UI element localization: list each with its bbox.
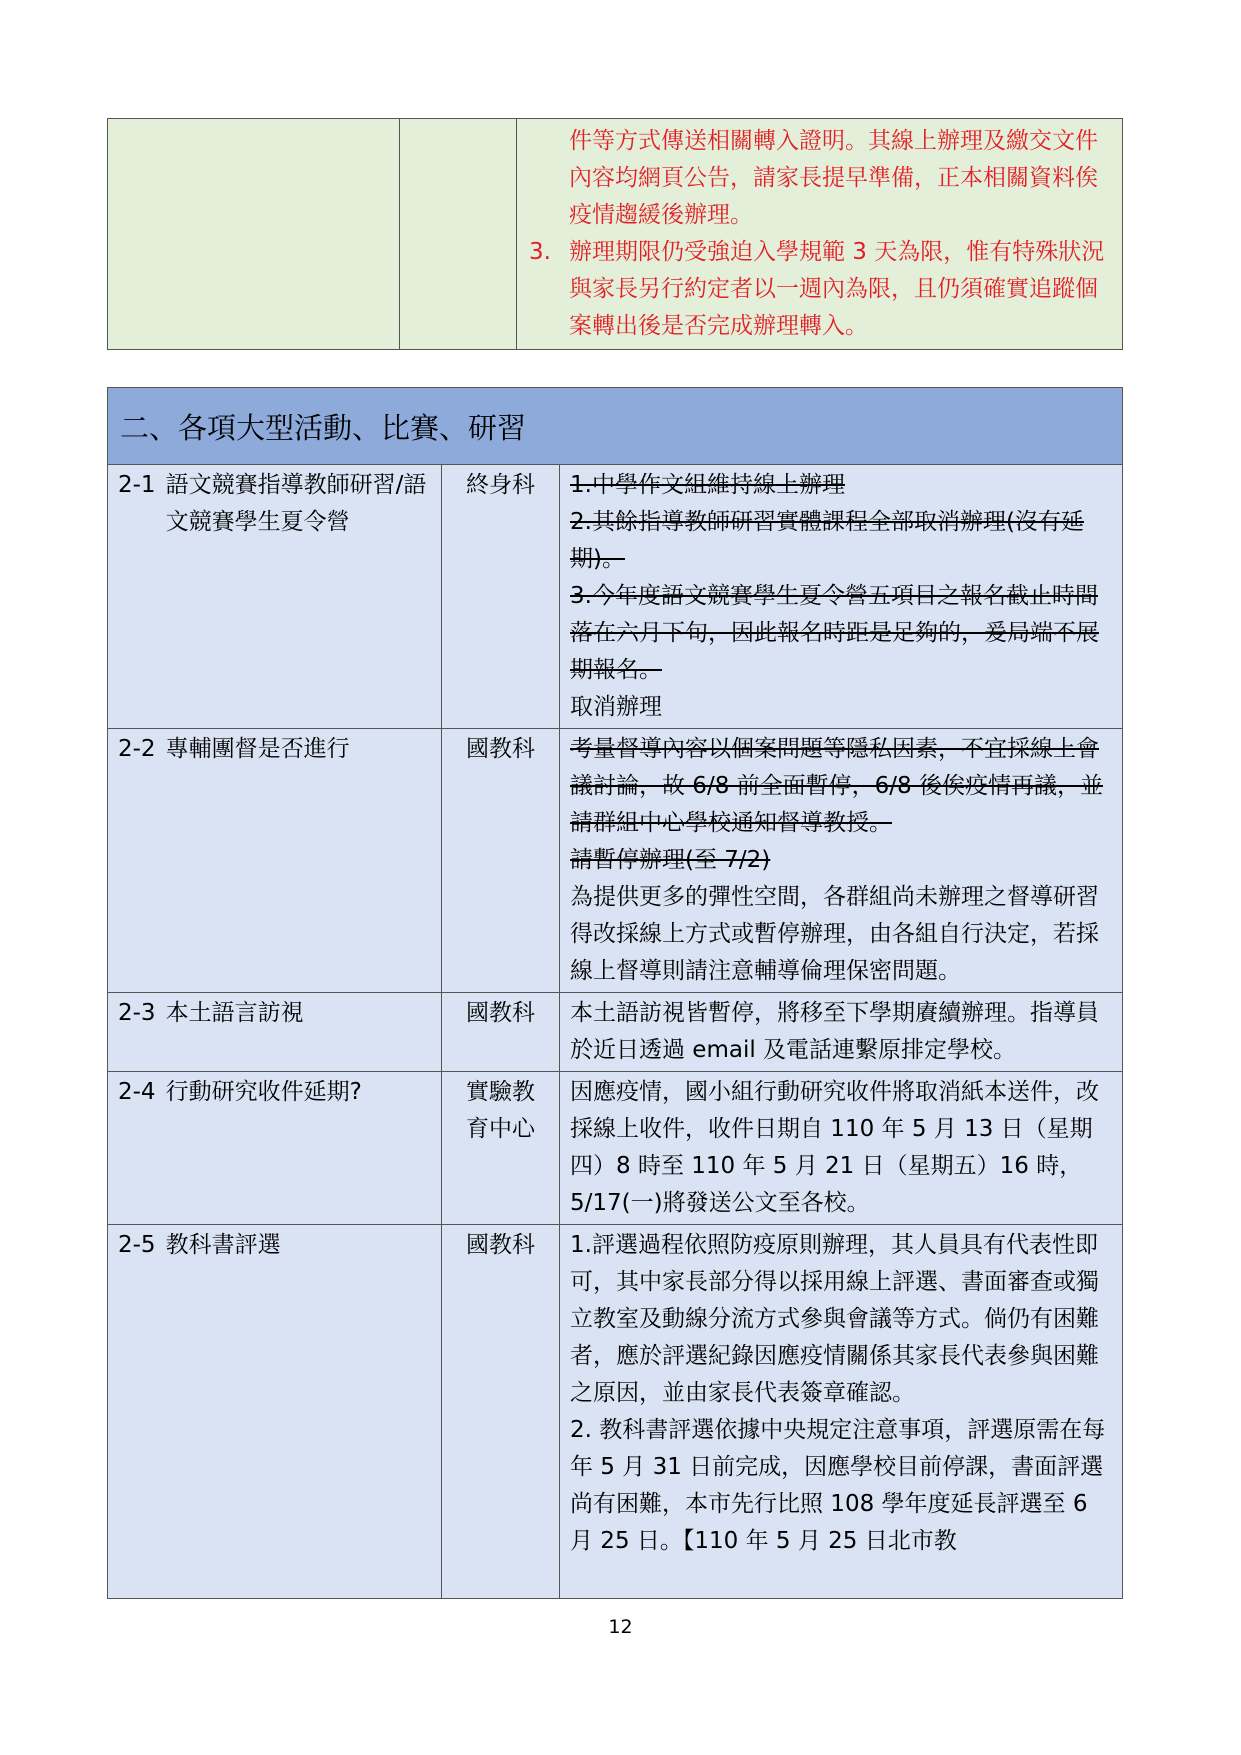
topic-cell: 2-3 本土語言訪視 bbox=[108, 993, 442, 1072]
top-cell-3 bbox=[517, 119, 1123, 350]
table-row bbox=[108, 1072, 1123, 1225]
top-cell-2 bbox=[400, 119, 517, 350]
section-table bbox=[107, 387, 1123, 1599]
dept-cell: 終身科 bbox=[442, 465, 560, 729]
table-row bbox=[108, 1225, 1123, 1599]
top-cell-1 bbox=[108, 119, 400, 350]
top-line-2: 3. 辦理期限仍受強迫入學規範 3 天為限，惟有特殊狀況與家長另行約定者以一週內為限，且仍須確實追蹤個案轉出後是否完成辦理轉入。 bbox=[529, 239, 1105, 339]
dept-cell: 國教科 bbox=[442, 729, 560, 993]
table-row bbox=[108, 729, 1123, 993]
content-cell: 因應疫情，國小組行動研究收件將取消紙本送件，改採線上收件，收件日期自 110 年 5 月 13 日（星期四）8 時至 110 年 5 月 21 日（星期五）16 時，5/17(一)將發送公文至各校。 bbox=[560, 1072, 1123, 1225]
top-line-1: 件等方式傳送相關轉入證明。其線上辦理及繳交文件內容均網頁公告，請家長提早準備，正本相關資料俟疫情趨緩後辦理。 bbox=[569, 128, 1098, 228]
content-cell: 1.中學作文組維持線上辦理 2.其餘指導教師研習實體課程全部取消辦理(沒有延期)。 3.今年度語文競賽學生夏令營五項目之報名截止時間落在六月下旬，因此報名時距是足夠的，爰局端不展期報名。 取消辦理 bbox=[560, 465, 1123, 729]
dept-cell: 國教科 bbox=[442, 1225, 560, 1599]
table-row bbox=[108, 993, 1123, 1072]
dept-cell: 國教科 bbox=[442, 993, 560, 1072]
content-cell: 1.評選過程依照防疫原則辦理，其人員具有代表性即可，其中家長部分得以採用線上評選、書面審查或獨立教室及動線分流方式參與會議等方式。倘仍有困難者，應於評選紀錄因應疫情關係其家長代表參與困難之原因，並由家長代表簽章確認。 2. 教科書評選依據中央規定注意事項，評選原需在每年 5 月 31 日前完成，因應學校目前停課，書面評選尚有困難，本市先行比照 108 學年度延長評選至 6 月 25 日。【110 年 5 月 25 日北市教 bbox=[560, 1225, 1123, 1599]
topic-cell: 2-4 行動研究收件延期? bbox=[108, 1072, 442, 1225]
table-row bbox=[108, 465, 1123, 729]
content-cell: 考量督導內容以個案問題等隱私因素，不宜採線上會議討論，故 6/8 前全面暫停，6/8 後俟疫情再議，並請群組中心學校通知督導教授。 請暫停辦理(至 7/2) 為提供更多的彈性空間，各群組尚未辦理之督導研習得改採線上方式或暫停辦理，由各組自行決定，若採線上督導則請注意輔導倫理保密問題。 bbox=[560, 729, 1123, 993]
topic-cell: 2-5 教科書評選 bbox=[108, 1225, 442, 1599]
page-number: 12 bbox=[608, 1616, 633, 1638]
topic-cell: 2-1 語文競賽指導教師研習/語文競賽學生夏令營 bbox=[108, 465, 442, 729]
top-content bbox=[527, 123, 1110, 345]
topic-cell: 2-2 專輔團督是否進行 bbox=[108, 729, 442, 993]
top-table bbox=[107, 118, 1123, 350]
dept-cell: 實驗教育中心 bbox=[442, 1072, 560, 1225]
section-title: 二、各項大型活動、比賽、研習 bbox=[108, 388, 1123, 465]
content-cell: 本土語訪視皆暫停，將移至下學期賡續辦理。指導員於近日透過 email 及電話連繫原排定學校。 bbox=[560, 993, 1123, 1072]
